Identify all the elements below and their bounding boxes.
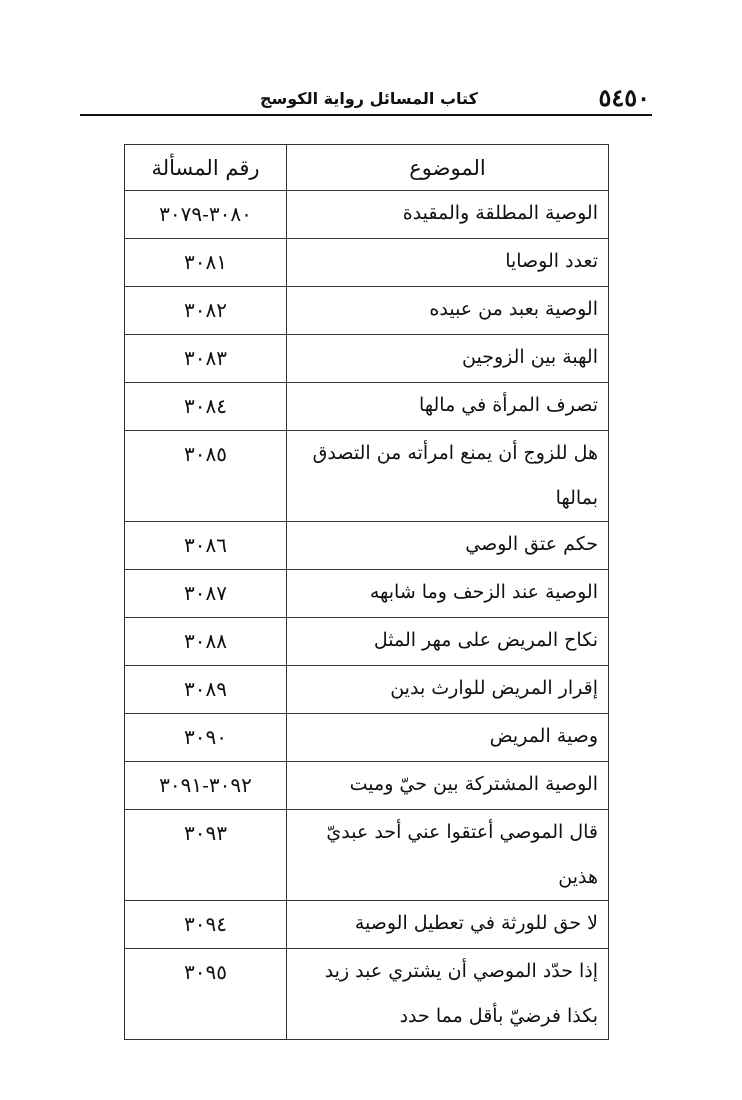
topic-cell: لا حق للورثة في تعطيل الوصية (287, 901, 609, 949)
issue-number-cell: ٣٠٩٥ (125, 949, 287, 1040)
issue-number-cell: ٣٠٨٧ (125, 570, 287, 618)
issue-number-cell: ٣٠٩٣ (125, 810, 287, 901)
table-row (125, 287, 609, 335)
issue-number-cell: ٣٠٨٦ (125, 522, 287, 570)
topic-cell: تعدد الوصايا (287, 239, 609, 287)
topic-column-header: الموضوع (287, 145, 609, 191)
topic-cell: الوصية المطلقة والمقيدة (287, 191, 609, 239)
number-column-header: رقم المسألة (125, 145, 287, 191)
issue-number-cell: ٣٠٩٢-٣٠٩١ (125, 762, 287, 810)
table-row (125, 522, 609, 570)
topic-cell: هل للزوج أن يمنع امرأته من التصدق بمالها (287, 431, 609, 522)
book-title: كتاب المسائل رواية الكوسج (260, 89, 478, 108)
issue-number-cell: ٣٠٩٤ (125, 901, 287, 949)
topic-cell: الوصية بعبد من عبيده (287, 287, 609, 335)
table-row (125, 191, 609, 239)
topic-cell: إقرار المريض للوارث بدين (287, 666, 609, 714)
issue-number-cell: ٣٠٨٤ (125, 383, 287, 431)
table-row (125, 901, 609, 949)
table-row (125, 714, 609, 762)
topic-cell: تصرف المرأة في مالها (287, 383, 609, 431)
issue-number-cell: ٣٠٨٩ (125, 666, 287, 714)
issue-number-cell: ٣٠٨٢ (125, 287, 287, 335)
topics-index-table (124, 144, 609, 1040)
topic-cell: قال الموصي أعتقوا عني أحد عبديّ هذين (287, 810, 609, 901)
page-header (80, 84, 652, 116)
issue-number-cell: ٣٠٨٨ (125, 618, 287, 666)
issue-number-cell: ٣٠٨٠-٣٠٧٩ (125, 191, 287, 239)
table-row (125, 335, 609, 383)
table-row (125, 383, 609, 431)
table-row (125, 949, 609, 1040)
issue-number-cell: ٣٠٨١ (125, 239, 287, 287)
topic-cell: حكم عتق الوصي (287, 522, 609, 570)
topic-cell: نكاح المريض على مهر المثل (287, 618, 609, 666)
topic-cell: الهبة بين الزوجين (287, 335, 609, 383)
topic-cell: الوصية المشتركة بين حيّ وميت (287, 762, 609, 810)
topic-cell: وصية المريض (287, 714, 609, 762)
issue-number-cell: ٣٠٨٥ (125, 431, 287, 522)
page-number: ٥٤٥٠ (598, 83, 650, 112)
table-row (125, 239, 609, 287)
table-row (125, 431, 609, 522)
issue-number-cell: ٣٠٩٠ (125, 714, 287, 762)
table-row (125, 618, 609, 666)
table-row (125, 762, 609, 810)
table-row (125, 810, 609, 901)
issue-number-cell: ٣٠٨٣ (125, 335, 287, 383)
table-row (125, 666, 609, 714)
table-row (125, 570, 609, 618)
table-header-row (125, 145, 609, 191)
topic-cell: الوصية عند الزحف وما شابهه (287, 570, 609, 618)
topic-cell: إذا حدّد الموصي أن يشتري عبد زيد بكذا فرضيّ بأقل مما حدد (287, 949, 609, 1040)
